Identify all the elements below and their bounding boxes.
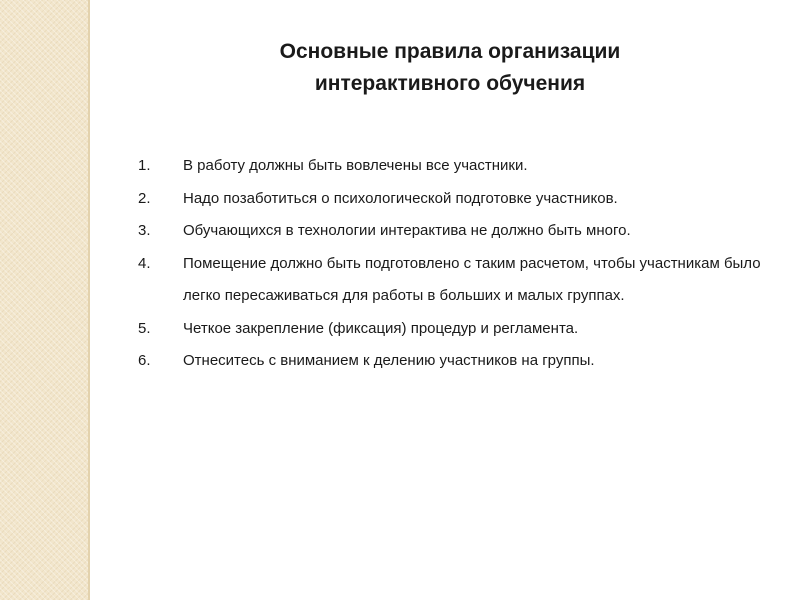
rule-text: Обучающихся в технологии интерактива не должно быть много. [183,222,631,239]
rule-number: 2. [138,189,151,207]
rule-text: В работу должны быть вовлечены все участники. [183,157,528,174]
slide-title-line-2: интерактивного обучения [314,72,586,95]
rule-number: 1. [138,157,151,174]
slide-title [160,36,740,100]
rule-item-5 [138,313,778,346]
decorative-side-stripe [0,0,88,600]
rule-item-3 [138,215,778,248]
rule-text: Надо позаботиться о психологической подготовке участников. [183,189,618,207]
slide-title-line-1: Основные правила организации [279,40,621,63]
rule-number: 3. [138,222,151,239]
rule-item-1 [138,150,778,183]
side-stripe-border [88,0,90,600]
rule-number: 4. [138,254,151,272]
rule-item-2 [138,183,778,216]
rule-text: Помещение должно быть подготовлено с таким расчетом, чтобы участникам было легко пересаживаться для работы в больших и малых группах. [183,254,761,304]
rule-text: Отнеситесь с вниманием к делению участников на группы. [183,352,595,369]
rule-number: 6. [138,352,151,369]
rule-item-6 [138,345,778,378]
rule-item-4 [138,248,778,313]
rules-list [138,150,778,378]
rule-text: Четкое закрепление (фиксация) процедур и регламента. [183,319,579,337]
rule-number: 5. [138,319,151,337]
